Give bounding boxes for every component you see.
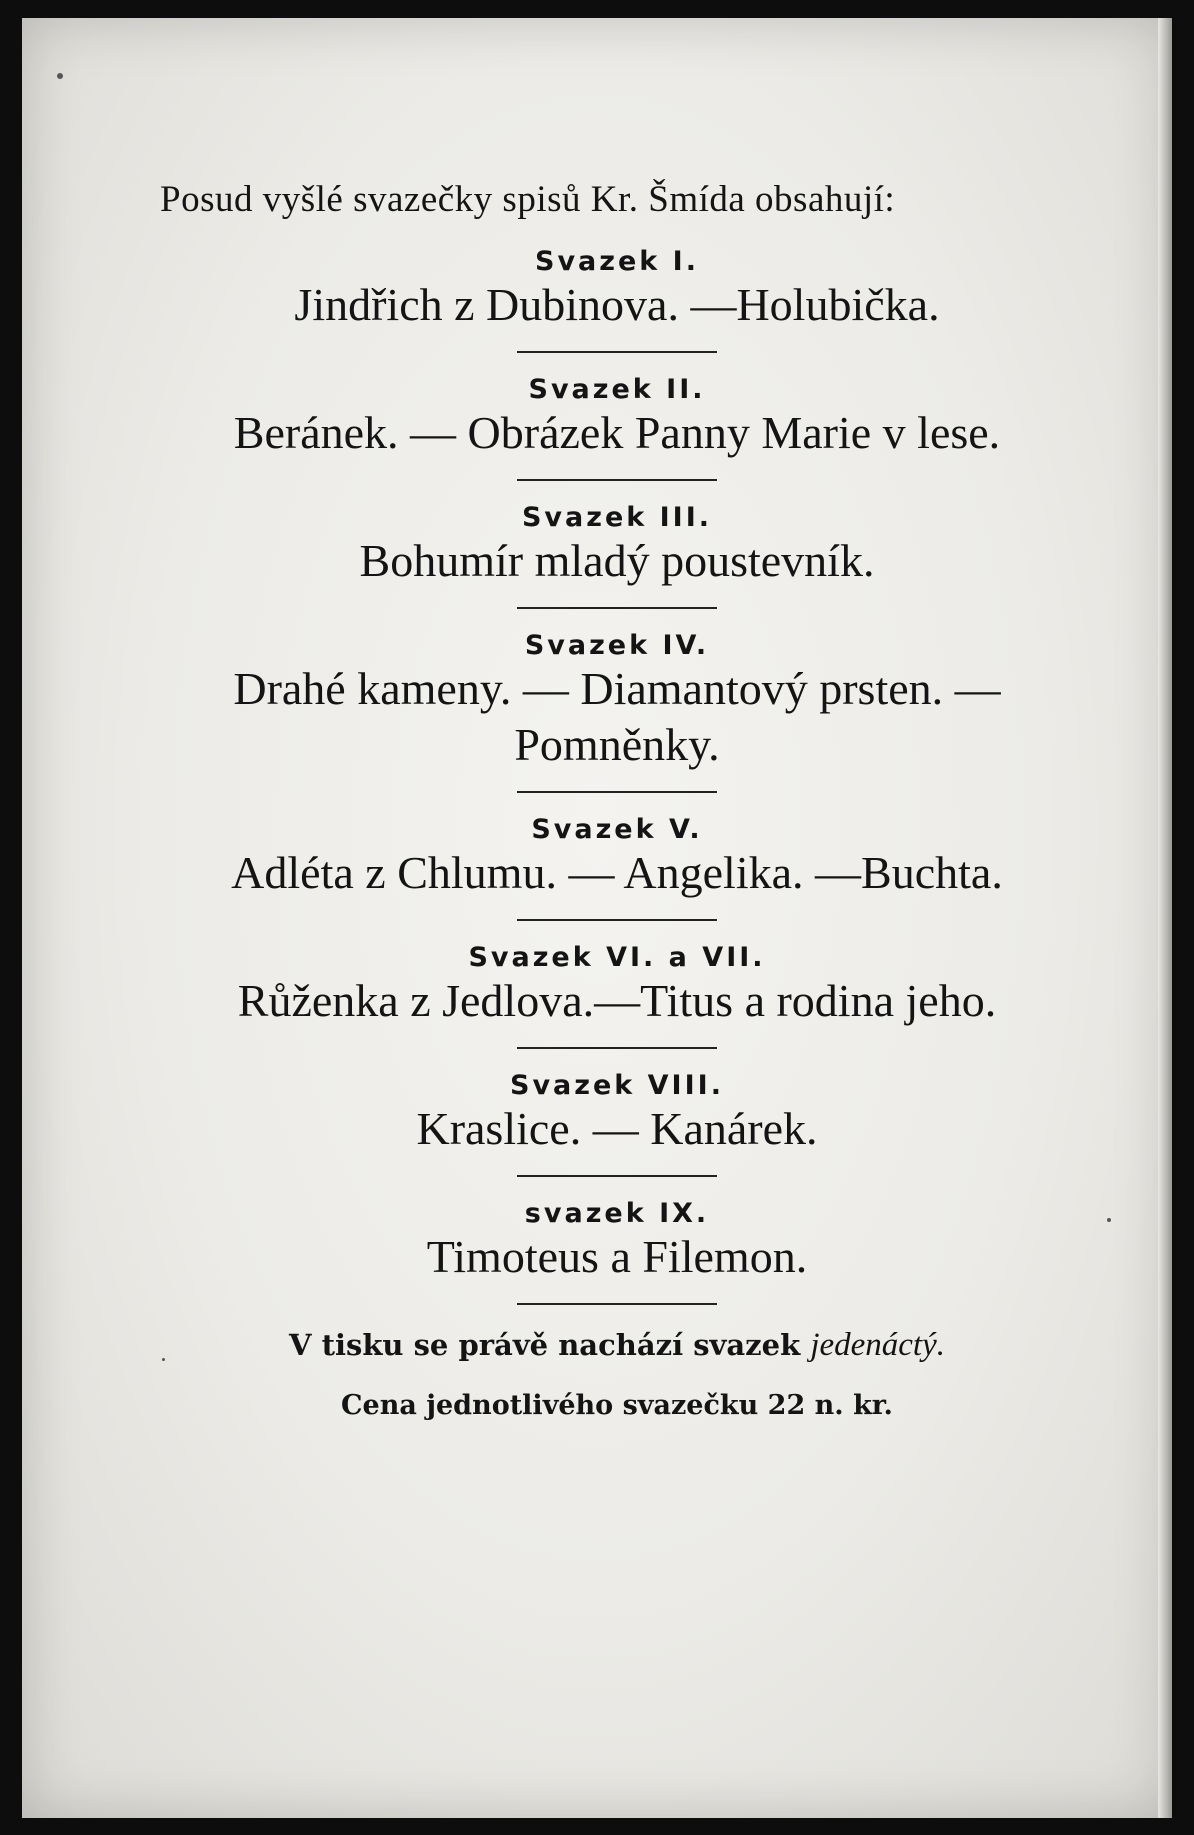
volume-contents: Adléta z Chlumu. — Angelika. —Buchta. <box>231 847 1003 898</box>
volume-title: Svazek II. <box>528 374 706 405</box>
volume-listing <box>152 178 1082 1421</box>
in-press-text: V tisku se právě nachází svazek <box>289 1328 801 1362</box>
volume-entry <box>152 815 1082 921</box>
volume-title: svazek IX. <box>524 1198 710 1229</box>
book-page <box>22 18 1172 1818</box>
volume-entry <box>152 503 1082 609</box>
volume-title: Svazek IV. <box>524 630 710 661</box>
in-press-volume: jedenáctý. <box>810 1327 945 1363</box>
volume-contents: Drahé kameny. — Diamantový prsten. — Pomněnky. <box>233 663 1001 770</box>
volume-title: Svazek V. <box>531 814 703 845</box>
divider-rule <box>517 791 717 793</box>
volume-entry <box>152 631 1082 793</box>
volume-entry <box>152 247 1082 353</box>
volume-title: Svazek VIII. <box>510 1070 724 1101</box>
divider-rule <box>517 351 717 353</box>
volume-contents: Kraslice. — Kanárek. <box>416 1103 818 1154</box>
divider-rule <box>517 1303 717 1305</box>
paper-speck <box>57 73 63 79</box>
page-edge-shadow <box>1158 18 1172 1818</box>
volume-contents: Růženka z Jedlova.—Titus a rodina jeho. <box>237 975 997 1026</box>
volume-contents: Bohumír mladý poustevník. <box>359 535 875 586</box>
volume-contents: Timoteus a Filemon. <box>426 1231 808 1282</box>
paper-speck <box>1107 1218 1111 1222</box>
divider-rule <box>517 479 717 481</box>
divider-rule <box>517 1175 717 1177</box>
listing-heading: Posud vyšlé svazečky spisů Kr. Šmída obsahují: <box>160 179 896 220</box>
volume-entry <box>152 1199 1082 1305</box>
volume-contents: Jindřich z Dubinova. —Holubička. <box>294 279 940 330</box>
volume-contents: Beránek. — Obrázek Panny Marie v lese. <box>233 407 1001 458</box>
divider-rule <box>517 1047 717 1049</box>
in-press-note <box>152 1327 1082 1364</box>
volume-entry <box>152 1071 1082 1177</box>
volume-title: Svazek VI. a VII. <box>468 942 766 973</box>
volume-title: Svazek I. <box>535 246 699 277</box>
price-note: Cena jednotlivého svazečku 22 n. kr. <box>341 1390 893 1421</box>
divider-rule <box>517 607 717 609</box>
volume-title: Svazek III. <box>521 502 713 533</box>
divider-rule <box>517 919 717 921</box>
volume-entry <box>152 375 1082 481</box>
volume-entry <box>152 943 1082 1049</box>
